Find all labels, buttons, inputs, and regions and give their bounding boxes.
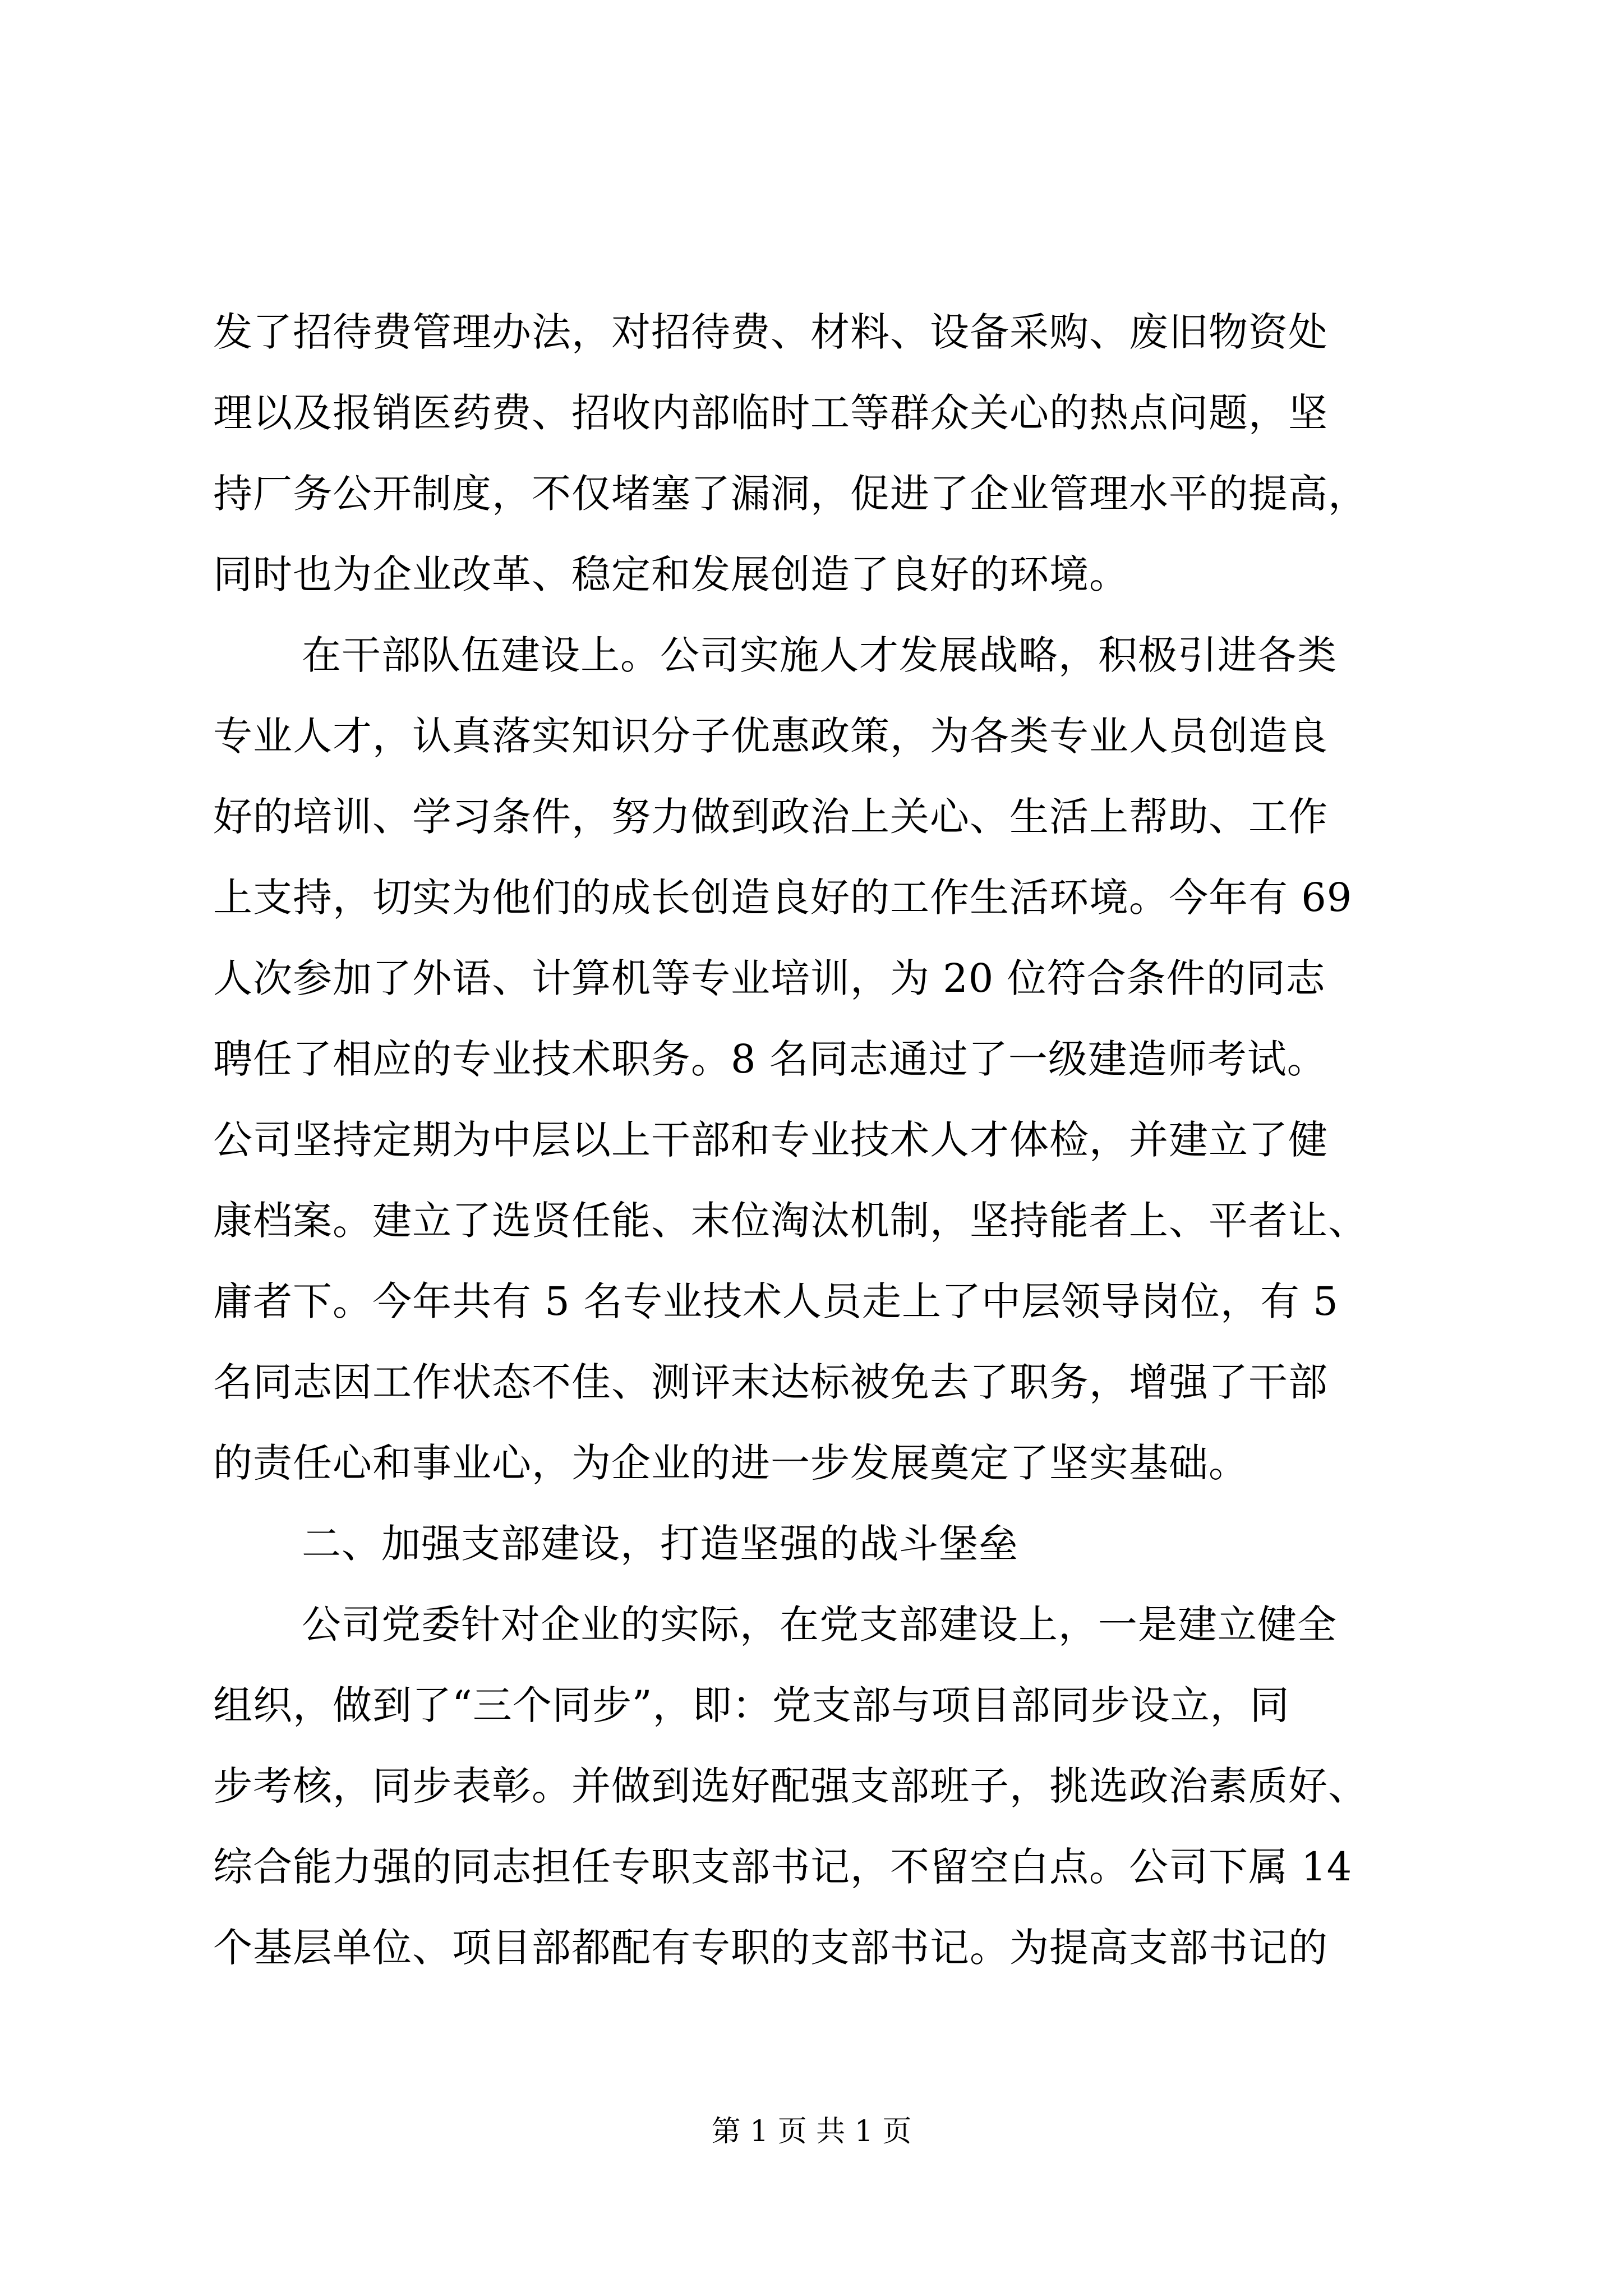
text-line: 综合能力强的同志担任专职支部书记，不留空白点。公司下属 14 [213,1844,1353,1890]
text-line: 的责任心和事业心，为企业的进一步发展奠定了坚实基础。 [213,1440,1248,1486]
text-line: 上支持，切实为他们的成长创造良好的工作生活环境。今年有 69 [213,875,1353,921]
text-line: 专业人才，认真落实知识分子优惠政策，为各类专业人员创造良 [213,713,1328,759]
section-heading: 二、加强支部建设，打造坚强的战斗堡垒 [302,1521,1018,1567]
text-line: 聘任了相应的专业技术职务。8 名同志通过了一级建造师考试。 [213,1036,1327,1082]
paragraph-start-line: 公司党委针对企业的实际，在党支部建设上，一是建立健全 [302,1602,1337,1648]
text-line: 个基层单位、项目部都配有专职的支部书记。为提高支部书记的 [213,1925,1328,1971]
text-line: 理以及报销医药费、招收内部临时工等群众关心的热点问题，坚 [213,390,1328,436]
text-line: 同时也为企业改革、稳定和发展创造了良好的环境。 [213,551,1129,597]
text-line: 人次参加了外语、计算机等专业培训，为 20 位符合条件的同志 [213,955,1326,1001]
text-line: 公司坚持定期为中层以上干部和专业技术人才体检，并建立了健 [213,1117,1328,1163]
text-line: 名同志因工作状态不佳、测评末达标被免去了职务，增强了干部 [213,1359,1328,1405]
text-line: 好的培训、学习条件，努力做到政治上关心、生活上帮助、工作 [213,794,1328,840]
text-line: 庸者下。今年共有 5 名专业技术人员走上了中层领导岗位，有 5 [213,1278,1339,1324]
text-line: 康档案。建立了选贤任能、末位淘汰机制，坚持能者上、平者让、 [213,1198,1368,1244]
text-line: 持厂务公开制度，不仅堵塞了漏洞，促进了企业管理水平的提高， [213,471,1368,517]
text-line: 步考核，同步表彰。并做到选好配强支部班子，挑选政治素质好、 [213,1763,1368,1809]
text-line: 组织，做到了“三个同步”，即：党支部与项目部同步设立，同 [213,1682,1290,1728]
document-body [213,292,1413,1988]
paragraph-start-line: 在干部队伍建设上。公司实施人才发展战略，积极引进各类 [302,632,1337,678]
text-line: 发了招待费管理办法，对招待费、材料、设备采购、废旧物资处 [213,309,1328,355]
page-number-footer: 第 1 页 共 1 页 [711,2115,912,2148]
